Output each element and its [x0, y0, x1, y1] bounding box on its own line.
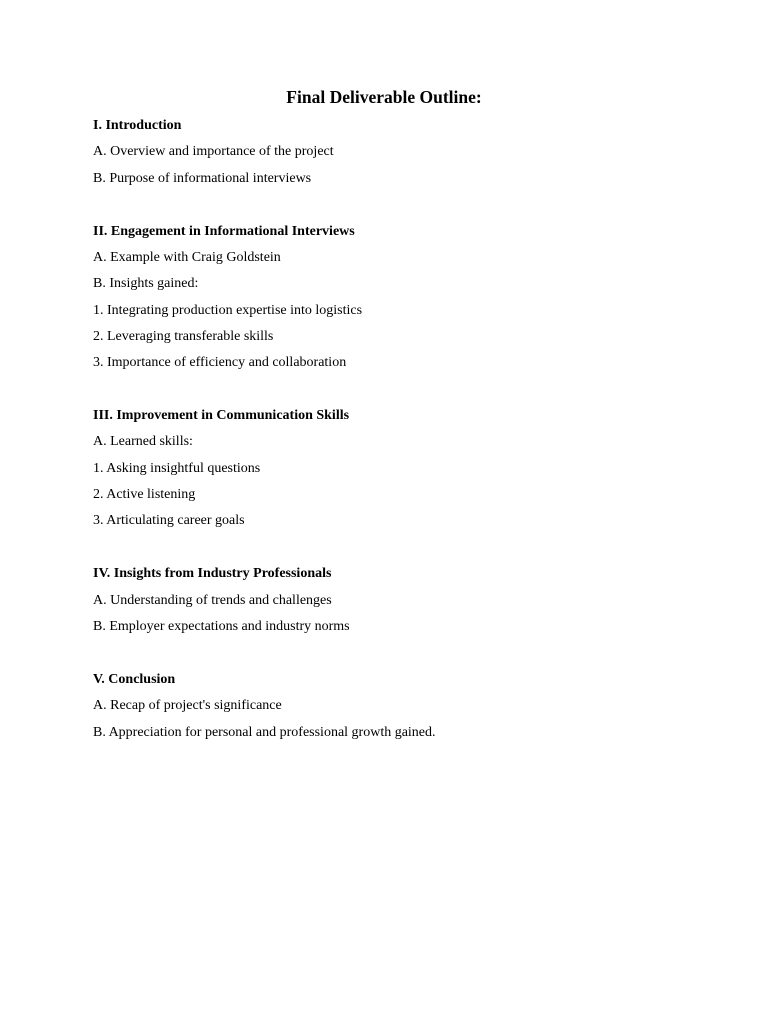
outline-item: B. Purpose of informational interviews	[93, 170, 312, 186]
section-introduction	[93, 115, 713, 194]
outline-item: 2. Leveraging transferable skills	[93, 328, 274, 344]
outline-item: B. Employer expectations and industry norms	[93, 619, 350, 634]
outline-item: 3. Importance of efficiency and collaboration	[93, 355, 347, 371]
section-heading: II. Engagement in Informational Interviews	[93, 223, 355, 239]
outline	[93, 115, 713, 774]
section-industry-insights	[93, 563, 713, 642]
outline-item: A. Example with Craig Goldstein	[93, 249, 281, 265]
outline-item: A. Learned skills:	[93, 434, 193, 450]
section-conclusion	[93, 669, 713, 748]
outline-item: A. Recap of project's significance	[93, 698, 282, 714]
outline-item: 3. Articulating career goals	[93, 513, 245, 529]
section-heading: IV. Insights from Industry Professionals	[93, 566, 332, 582]
section-heading: V. Conclusion	[93, 671, 176, 687]
outline-item: 1. Asking insightful questions	[93, 460, 261, 476]
outline-item: B. Insights gained:	[93, 276, 199, 292]
section-communication-skills	[93, 405, 713, 537]
outline-item: A. Understanding of trends and challenges	[93, 592, 332, 608]
section-heading: III. Improvement in Communication Skills	[93, 408, 350, 424]
section-engagement	[93, 221, 713, 379]
outline-item: 1. Integrating production expertise into logistics	[93, 302, 363, 318]
document-title: Final Deliverable Outline:	[286, 87, 482, 107]
section-heading: I. Introduction	[93, 118, 182, 133]
outline-item: B. Appreciation for personal and professional growth gained.	[93, 724, 436, 740]
outline-item: A. Overview and importance of the project	[93, 144, 334, 160]
outline-item: 2. Active listening	[93, 487, 196, 503]
